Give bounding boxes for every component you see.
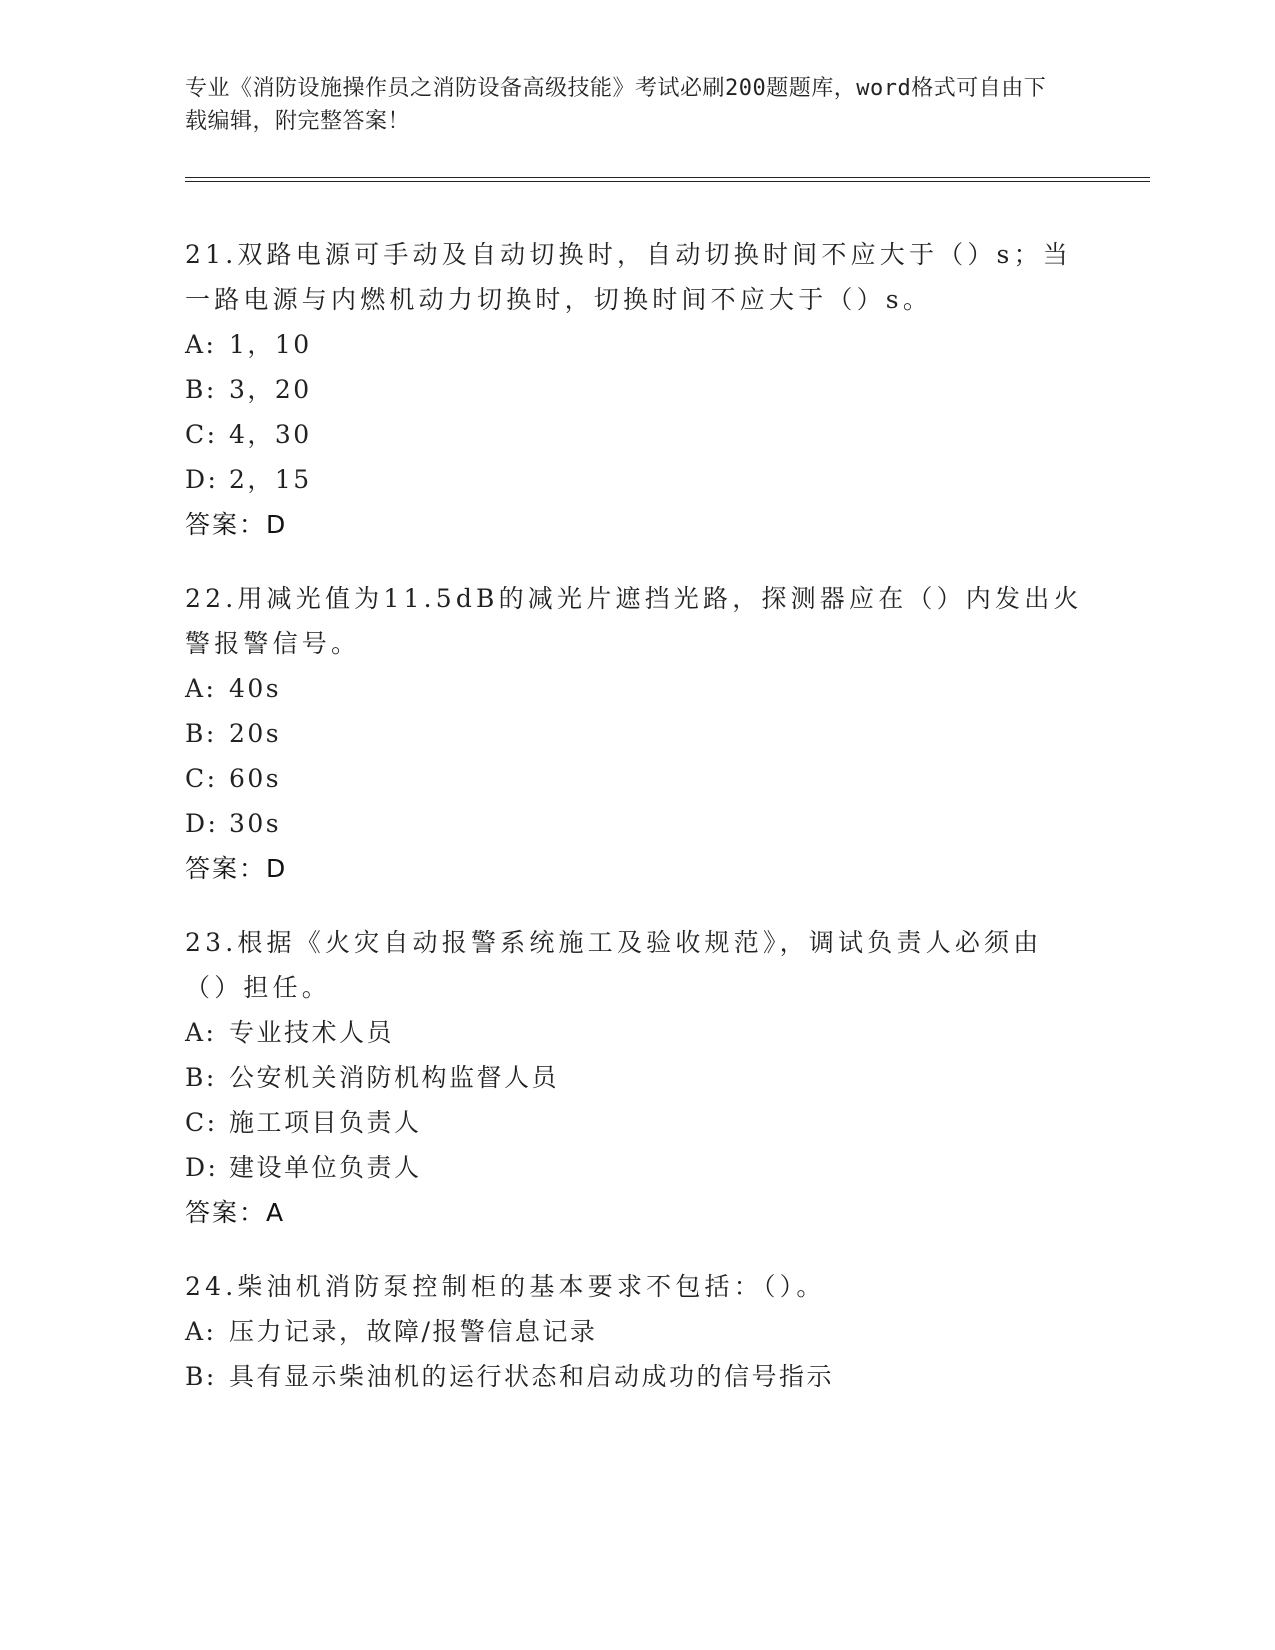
question-text: 24.柴油机消防泵控制柜的基本要求不包括：（）。 [185,1272,826,1301]
option-letter: B: [185,719,217,748]
option-text: 4，30 [229,420,312,449]
option-text: 公安机关消防机构监督人员 [229,1063,560,1092]
question-text: 22.用减光值为11.5dB的减光片遮挡光路，探测器应在（）内发出火警报警信号。 [185,584,1083,658]
option-b [185,1354,1085,1399]
option-a [185,1010,1085,1055]
option-letter: B: [185,1362,217,1391]
question-text: 21.双路电源可手动及自动切换时，自动切换时间不应大于（）s；当一路电源与内燃机动力切换时，切换时间不应大于（）s。 [185,240,1072,314]
option-letter: B: [185,1063,217,1092]
option-letter: A: [185,1018,217,1047]
document-header: 专业《消防设施操作员之消防设备高级技能》考试必刷200题题库，word格式可自由下载编辑，附完整答案！ [185,76,1047,134]
option-text: 20s [229,719,282,748]
question-text: 23.根据《火灾自动报警系统施工及验收规范》，调试负责人必须由（）担任。 [185,928,1043,1002]
option-text: 30s [229,809,282,838]
option-text: 建设单位负责人 [229,1153,422,1182]
option-letter: B: [185,375,217,404]
option-c [185,1100,1085,1145]
question-21 [185,232,1085,547]
option-c [185,412,1085,457]
option-text: 施工项目负责人 [229,1108,422,1137]
header-divider [185,177,1150,182]
option-text: 1，10 [229,330,312,359]
option-letter: A: [185,1317,217,1346]
option-letter: A: [185,674,217,703]
option-letter: C: [185,764,218,793]
option-d [185,457,1085,502]
question-list [185,232,1085,1428]
option-a [185,1309,1085,1354]
option-a [185,322,1085,367]
option-text: 具有显示柴油机的运行状态和启动成功的信号指示 [229,1362,835,1391]
option-letter: C: [185,420,218,449]
option-text: 压力记录，故障/报警信息记录 [229,1317,598,1346]
option-text: 40s [229,674,282,703]
question-22 [185,576,1085,891]
option-letter: D: [185,1153,219,1182]
option-d [185,1145,1085,1190]
option-letter: D: [185,809,219,838]
option-c [185,756,1085,801]
answer-line: 答案：D [185,854,288,883]
option-letter: C: [185,1108,218,1137]
answer-line: 答案：A [185,1198,286,1227]
question-23 [185,920,1085,1235]
option-letter: D: [185,465,219,494]
option-b [185,711,1085,756]
option-text: 3，20 [229,375,312,404]
option-text: 60s [229,764,282,793]
option-text: 2，15 [229,465,312,494]
option-text: 专业技术人员 [229,1018,395,1047]
option-letter: A: [185,330,217,359]
option-b [185,367,1085,412]
option-a [185,666,1085,711]
option-b [185,1055,1085,1100]
option-d [185,801,1085,846]
answer-line: 答案：D [185,510,288,539]
question-24 [185,1264,1085,1399]
